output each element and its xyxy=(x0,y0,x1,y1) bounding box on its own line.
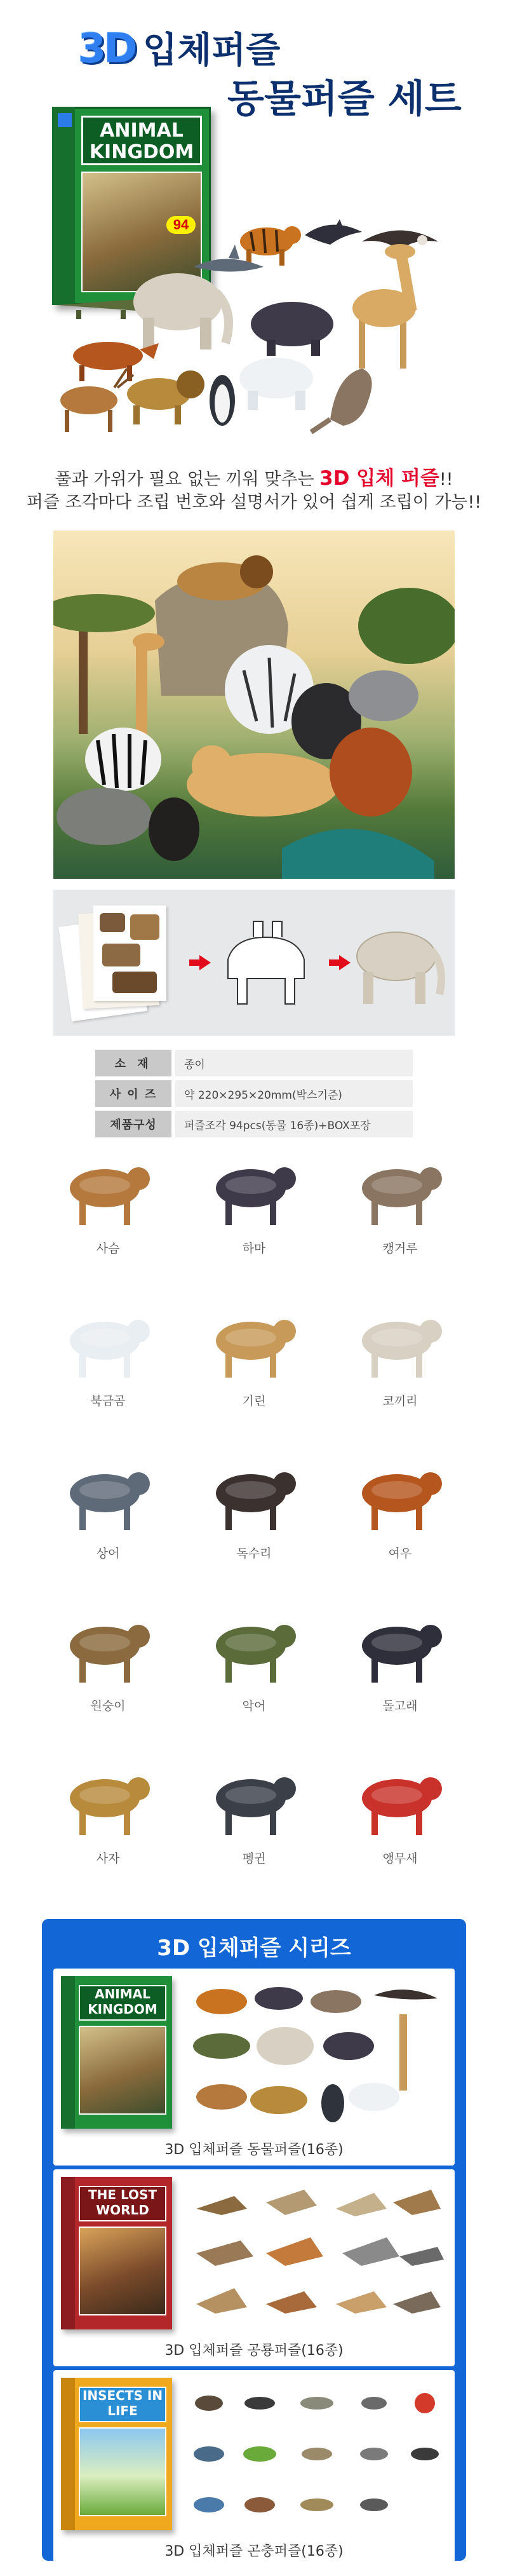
tiger-figure xyxy=(240,226,301,266)
series-section xyxy=(42,1919,466,2561)
peacock xyxy=(282,829,434,879)
series-box-image xyxy=(61,2177,172,2329)
animal-item xyxy=(38,1754,178,1881)
elephant xyxy=(349,670,418,721)
kangaroo-figure xyxy=(311,369,372,432)
penguin-figure xyxy=(210,375,235,426)
animal-item xyxy=(330,1449,470,1576)
animal-figure-image xyxy=(349,1150,451,1233)
zebra xyxy=(85,728,161,791)
puzzle-sheets-image xyxy=(65,902,166,1023)
spec-value: 퍼즐조각 94pcs(동물 16종)+BOX포장 xyxy=(175,1111,413,1137)
animal-item xyxy=(184,1144,324,1271)
animal-name: 캥거루 xyxy=(382,1242,418,1256)
series-box-title: INSECTS IN LIFE xyxy=(79,2387,166,2422)
page-subtitle: 동물퍼즐 세트 xyxy=(227,77,462,121)
arrow-right-icon xyxy=(339,955,351,970)
series-card-dinosaur xyxy=(53,2169,455,2366)
series-dinosaur-figures xyxy=(184,2177,447,2333)
animal-figure-image xyxy=(349,1303,451,1385)
series-caption: 3D 입체퍼즐 동물퍼즐(16종) xyxy=(164,2142,344,2158)
animal-figure-image xyxy=(349,1608,451,1690)
series-insect-figures xyxy=(184,2378,447,2533)
assembled-animals-illustration xyxy=(57,210,451,438)
animal-scene-illustration xyxy=(53,531,455,879)
animal-name: 앵무새 xyxy=(382,1852,418,1866)
series-title: 3D 입체퍼즐 시리즈 xyxy=(157,1935,351,1961)
assembly-process-strip xyxy=(53,890,455,1036)
page-title: 입체퍼즐 xyxy=(143,30,281,71)
animal-item xyxy=(330,1144,470,1271)
animal-name: 여우 xyxy=(388,1547,412,1561)
animal-item xyxy=(184,1296,324,1423)
animal-item xyxy=(184,1754,324,1881)
series-card-animal xyxy=(53,1969,455,2166)
elephant-figure xyxy=(133,273,229,349)
series-caption: 3D 입체퍼즐 공룡퍼즐(16종) xyxy=(164,2343,344,2359)
animal-figure-image xyxy=(57,1455,159,1538)
spec-value: 종이 xyxy=(175,1050,413,1076)
orangutan xyxy=(330,728,412,817)
giraffe xyxy=(136,645,147,740)
animal-figure-image xyxy=(57,1150,159,1233)
spec-row xyxy=(95,1111,413,1137)
animal-figure-image xyxy=(203,1303,305,1385)
animal-item xyxy=(330,1601,470,1728)
promo-line-1: 풀과 가위가 필요 없는 끼워 맞추는 3D 입체 퍼즐!! xyxy=(55,467,453,490)
animal-name: 코끼리 xyxy=(382,1394,418,1408)
animal-figure-image xyxy=(57,1608,159,1690)
animal-name: 북금곰 xyxy=(90,1394,126,1408)
animal-item xyxy=(184,1601,324,1728)
animal-figure-image xyxy=(203,1455,305,1538)
series-caption: 3D 입체퍼즐 곤충퍼즐(16종) xyxy=(164,2544,344,2559)
animal-figure-image xyxy=(203,1608,305,1690)
rhino xyxy=(57,788,152,845)
animal-figure-image xyxy=(57,1760,159,1843)
animal-item xyxy=(38,1144,178,1271)
deer-figure xyxy=(60,369,133,432)
spec-key: 소 재 xyxy=(95,1050,171,1076)
series-animal-figures xyxy=(184,1976,447,2132)
hippo-figure xyxy=(251,302,333,356)
animal-figure-image xyxy=(349,1760,451,1843)
logo-3d: 3D xyxy=(77,25,135,72)
animal-figure-image xyxy=(57,1303,159,1385)
dolphin-figure xyxy=(305,219,362,245)
assembly-outline-diagram xyxy=(215,915,317,1010)
animal-item xyxy=(38,1449,178,1576)
spec-row xyxy=(95,1050,413,1076)
animal-name: 악어 xyxy=(242,1699,266,1713)
series-box-title: THE LOST WORLD xyxy=(79,2186,166,2221)
giraffe-figure xyxy=(352,244,417,369)
spec-value: 약 220×295×20mm(박스기준) xyxy=(175,1080,413,1107)
piece-count-badge: 94 xyxy=(166,216,196,234)
animal-name: 펭귄 xyxy=(242,1852,266,1866)
promo-highlight: 3D 입체 퍼즐 xyxy=(319,467,439,490)
animal-name: 독수리 xyxy=(236,1547,272,1561)
animal-figure-image xyxy=(349,1455,451,1538)
arrow-right-icon xyxy=(199,955,211,970)
animal-name: 상어 xyxy=(96,1547,120,1561)
assembled-elephant-image xyxy=(352,921,447,1010)
animal-item xyxy=(38,1601,178,1728)
animal-name: 원숭이 xyxy=(90,1699,126,1713)
chimpanzee xyxy=(149,797,199,861)
animal-figure-image xyxy=(203,1760,305,1843)
animal-name: 사슴 xyxy=(96,1242,120,1256)
animal-item xyxy=(184,1449,324,1576)
series-box-title: ANIMAL KINGDOM xyxy=(79,1985,166,2021)
animal-item xyxy=(330,1296,470,1423)
promo-line-2: 퍼즐 조각마다 조립 번호와 설명서가 있어 쉽게 조립이 가능!! xyxy=(26,492,482,512)
series-box-image xyxy=(61,1976,172,2129)
spec-row xyxy=(95,1080,413,1107)
spec-table xyxy=(95,1050,413,1141)
animal-item xyxy=(330,1754,470,1881)
polar-bear-figure xyxy=(239,358,313,410)
brand-logo-icon xyxy=(58,113,72,127)
series-box-image xyxy=(61,2378,172,2530)
fox-figure xyxy=(73,342,159,381)
hero-section xyxy=(0,0,508,483)
spec-key: 제품구성 xyxy=(95,1111,171,1137)
animal-name: 사자 xyxy=(96,1852,120,1866)
animal-figure-image xyxy=(203,1150,305,1233)
animal-name: 기린 xyxy=(242,1394,266,1408)
product-box-title: ANIMAL KINGDOM xyxy=(81,116,202,165)
animal-name: 돌고래 xyxy=(382,1699,418,1713)
lion-figure xyxy=(127,370,204,424)
animal-name: 하마 xyxy=(242,1242,266,1256)
spec-key: 사 이 즈 xyxy=(95,1080,171,1107)
series-card-insect xyxy=(53,2370,455,2567)
animal-item xyxy=(38,1296,178,1423)
